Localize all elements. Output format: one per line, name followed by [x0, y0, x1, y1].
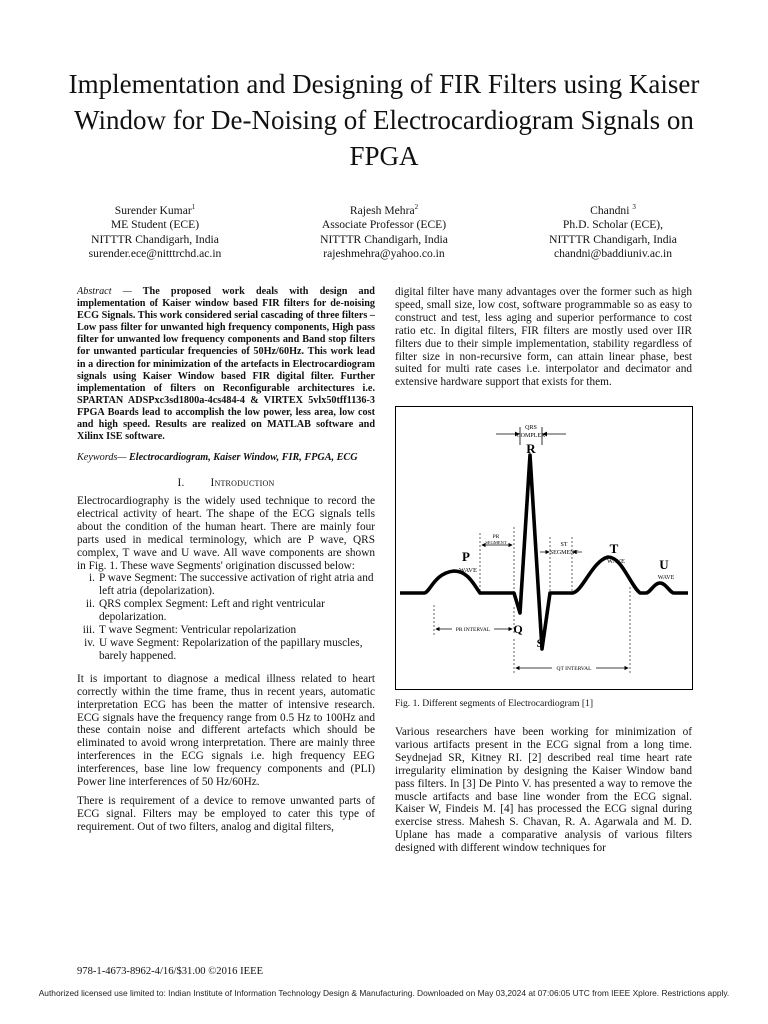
label-r: R — [526, 441, 536, 456]
right-paragraph-1: digital filter have many advantages over the former such as high speed, small size, low cost, software programmable so as easy to construct and test, less aging and superior performance to cost ratio etc. In digital filters, FIR filters are mostly used over IIR filters due to their simple implementation, stability regardless of filter size in non-recursive form, can attain linear phase, best suited for multi rate cases i.e. interpolator and decimator and extensive hardware support that exists for them. — [395, 286, 692, 389]
list-item — [77, 637, 375, 663]
left-column — [77, 286, 375, 840]
label-qt-interval: QT INTERVAL — [556, 666, 592, 672]
author-sup: 3 — [632, 203, 636, 211]
label-q: Q — [513, 622, 523, 636]
keywords-text: Electrocardiogram, Kaiser Window, FIR, FPGA, ECG — [128, 452, 358, 464]
figure-caption: Fig. 1. Different segments of Electrocardiogram [1] — [395, 698, 594, 709]
author-role: ME Student (ECE) — [110, 218, 200, 232]
list-marker: iii. — [82, 624, 95, 637]
author-email: rajeshmehra@yahoo.co.in — [323, 247, 445, 261]
list-text: U wave Segment: Repolarization of the papillary muscles, barely happened. — [99, 637, 363, 662]
license-notice: Authorized licensed use limited to: Indian Institute of Information Technology Design & Manufacturing. Downloaded on May 03,2024 at 07:06:05 UTC from IEEE Xplore. Restrictions apply. — [38, 988, 730, 998]
section-number: I. — [177, 477, 185, 490]
label-complex: COMPLEX — [516, 433, 546, 439]
label-st: ST — [560, 542, 568, 548]
label-p: P — [462, 549, 470, 564]
list-marker: ii. — [85, 598, 95, 611]
author-3 — [498, 200, 728, 262]
list-marker: iv. — [84, 637, 95, 649]
keywords-lead: Keywords— — [77, 452, 127, 464]
paper-title: Implementation and Designing of FIR Filters using Kaiser Window for De-Noising of Electrocardiogram Signals on FPGA — [68, 69, 700, 171]
author-1 — [40, 200, 270, 262]
wave-segment-list — [77, 572, 375, 662]
author-name: Rajesh Mehra — [349, 203, 415, 217]
author-email: surender.ece@nitttrchd.ac.in — [88, 247, 222, 261]
label-pr-interval: PR INTERVAL — [455, 627, 491, 633]
author-email: chandni@baddiuniv.ac.in — [553, 247, 673, 261]
list-text: P wave Segment: The successive activation of right atria and left atria (depolarization). — [99, 572, 374, 598]
author-affiliation: NITTTR Chandigarh, India — [320, 232, 448, 246]
intro-paragraph-1: Electrocardiography is the widely used technique to record the electrical activity of heart. The shape of the ECG signals tells about the condition of the human heart. There are mainly four parts used in medical terminology, which are P wave, QRS complex, T wave and U wave. All wave components are shown in Fig. 1. These wave Segments' origination discussed below: — [77, 495, 375, 572]
author-affiliation: NITTTR Chandigarh, India — [91, 232, 219, 246]
intro-paragraph-2: It is important to diagnose a medical illness related to heart correctly within the time frame, thus in recent years, automatic interpretation ECG has been the matter of intensive research. ECG signals have the frequency range from 0.5 Hz to 100Hz and these contain noise and different artefacts which should be eliminated to avoid wrong interpretation. There are mainly three interferences in the ECG signals i.e. high frequency EEG interferences, base line low frequency components and (PLI) Power line interferences of 50 Hz/60Hz. — [77, 672, 375, 789]
label-s: S — [536, 636, 544, 650]
author-role: Associate Professor (ECE) — [321, 218, 447, 232]
keywords — [77, 452, 375, 465]
list-item — [77, 598, 375, 624]
section-title: Introduction — [210, 477, 275, 490]
label-pr: PR — [492, 534, 500, 540]
label-p-wave: WAVE — [459, 567, 477, 574]
label-st-segment: SEGMENT — [549, 550, 579, 556]
section-heading-introduction — [77, 477, 375, 490]
label-qrs: QRS — [525, 425, 537, 431]
ecg-diagram — [396, 407, 692, 689]
list-marker: i. — [89, 572, 95, 585]
copyright-notice: 978-1-4673-8962-4/16/$31.00 ©2016 IEEE — [77, 966, 264, 977]
list-item — [77, 572, 375, 598]
author-2 — [270, 200, 498, 262]
right-column-bottom — [395, 726, 692, 861]
abstract-lead: Abstract — — [77, 286, 132, 297]
label-pr-segment: SEGMENT — [485, 540, 507, 545]
ecg-figure — [395, 406, 693, 690]
author-name: Surender Kumar — [114, 203, 192, 217]
right-paragraph-2: Various researchers have been working for minimization of various artifacts present in the ECG signal from a long time. Seydnejad SR, Kitney RI. [2] described real time heart rate irregularity elimination by designing the Kaiser Window band pass filters. In [3] De Pinto V. has presented a way to remove the muscle artifacts and base line wonder from the ECG signal. Kaiser W, Findeis M. [4] has processed the ECG signal during exercise stress. Mahesh S. Chavan, R. A. Agarwala and M. D. Uplane has made a comparative analysis of various filters designed with different window techniques for — [395, 726, 692, 855]
author-affiliation: NITTTR Chandigarh, India — [549, 232, 677, 246]
list-item — [77, 624, 375, 637]
right-column-top — [395, 286, 692, 395]
author-name: Chandni — [590, 203, 630, 217]
author-sup: 1 — [191, 203, 196, 211]
label-u: U — [659, 557, 669, 572]
label-t: T — [609, 541, 619, 556]
label-t-wave: WAVE — [607, 558, 625, 565]
label-u-wave: WAVE — [657, 575, 675, 581]
abstract-text: The proposed work deals with design and implementation of Kaiser window based FIR filters for de-noising ECG Signals. This work considered serial cascading of three filters – Low pass filter for unwanted high frequency components, High pass filter for unwanted low frequency components and Band stop filters for unwanted particular frequencies of 50Hz/60Hz. This work lead in a direction for minimization of the artefacts in Electrocardiogram signals using Kaiser Window based FIR digital filter. Further implementation of filters on Reconfigurable architectures i.e. SPARTAN ADSPxc3sd1800a-4cs484-4 & VIRTEX 5vlx50tff1136-3 FPGA Boards lead to accomplish the low power, less area, low cost and high speed. Results are realized on MATLAB software and Xilinx ISE software. — [77, 286, 375, 443]
author-sup: 2 — [414, 203, 419, 211]
list-text: QRS complex Segment: Left and right ventricular depolarization. — [99, 598, 325, 624]
abstract — [77, 286, 375, 443]
intro-paragraph-3: There is requirement of a device to remove unwanted parts of ECG signal. Filters may be employed to cater this type of requirement. Out of two filters, analog and digital filters, — [77, 794, 375, 833]
list-text: T wave Segment: Ventricular repolarization — [99, 624, 297, 637]
author-role: Ph.D. Scholar (ECE), — [562, 218, 664, 232]
